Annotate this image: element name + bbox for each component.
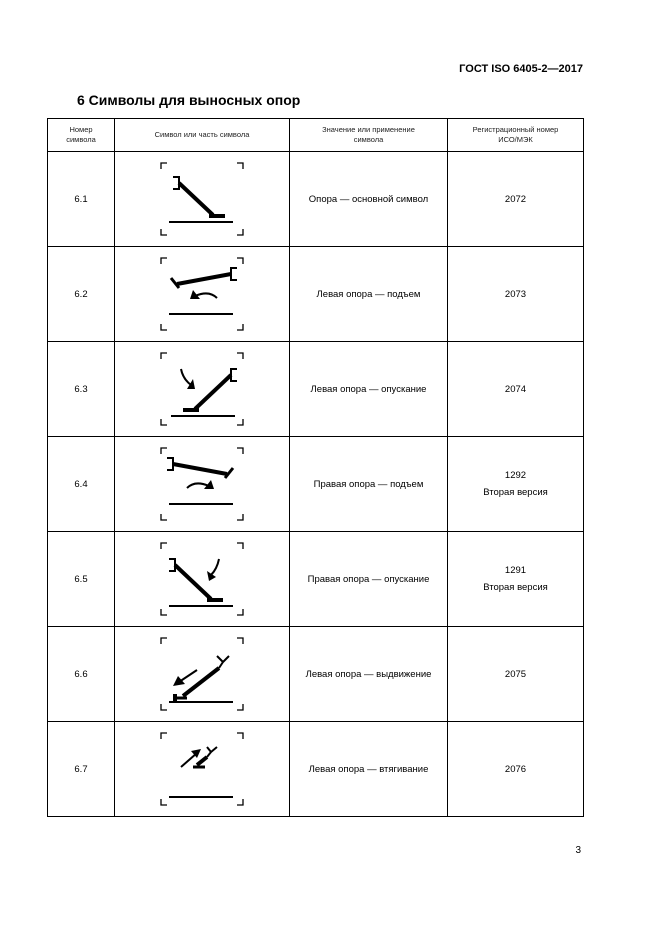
symbol-cell [115,532,290,627]
row-number: 6.5 [48,532,115,627]
header-number: Номер символа [48,119,115,152]
right-outrigger-lower-icon [157,537,247,621]
table-row [48,627,584,722]
registration-cell: 2075 [448,627,584,722]
meaning-cell: Левая опора — опускание [290,342,448,437]
table-header-row [48,119,584,152]
outrigger-basic-icon [157,157,247,241]
symbol-cell [115,247,290,342]
registration-cell: 2073 [448,247,584,342]
meaning-cell: Левая опора — выдвижение [290,627,448,722]
registration-cell: 2072 [448,152,584,247]
meaning-cell: Левая опора — втягивание [290,722,448,817]
meaning-cell: Правая опора — подъем [290,437,448,532]
table-row [48,152,584,247]
row-number: 6.6 [48,627,115,722]
registration-cell: 2074 [448,342,584,437]
row-number: 6.2 [48,247,115,342]
table-row [48,437,584,532]
section-title: 6 Символы для выносных опор [77,92,301,108]
registration-cell: 1291 Вторая версия [448,532,584,627]
header-registration: Регистрационный номер ИСО/МЭК [448,119,584,152]
meaning-cell: Левая опора — подъем [290,247,448,342]
row-number: 6.4 [48,437,115,532]
registration-cell: 1292 Вторая версия [448,437,584,532]
header-symbol: Символ или часть символа [115,119,290,152]
right-outrigger-raise-icon [157,442,247,526]
meaning-cell: Опора — основной символ [290,152,448,247]
row-number: 6.3 [48,342,115,437]
left-outrigger-raise-icon [157,252,247,336]
left-outrigger-retract-icon [157,727,247,811]
table-row [48,342,584,437]
symbols-table [47,118,584,817]
table-row [48,532,584,627]
table-row [48,722,584,817]
registration-cell: 2076 [448,722,584,817]
symbol-cell [115,152,290,247]
symbol-cell [115,437,290,532]
table-row [48,247,584,342]
left-outrigger-extend-icon [157,632,247,716]
row-number: 6.1 [48,152,115,247]
document-id: ГОСТ ISO 6405-2—2017 [459,63,583,75]
row-number: 6.7 [48,722,115,817]
symbol-cell [115,342,290,437]
meaning-cell: Правая опора — опускание [290,532,448,627]
symbol-cell [115,627,290,722]
page-number: 3 [575,845,581,856]
left-outrigger-lower-icon [157,347,247,431]
header-meaning: Значение или применение символа [290,119,448,152]
symbol-cell [115,722,290,817]
